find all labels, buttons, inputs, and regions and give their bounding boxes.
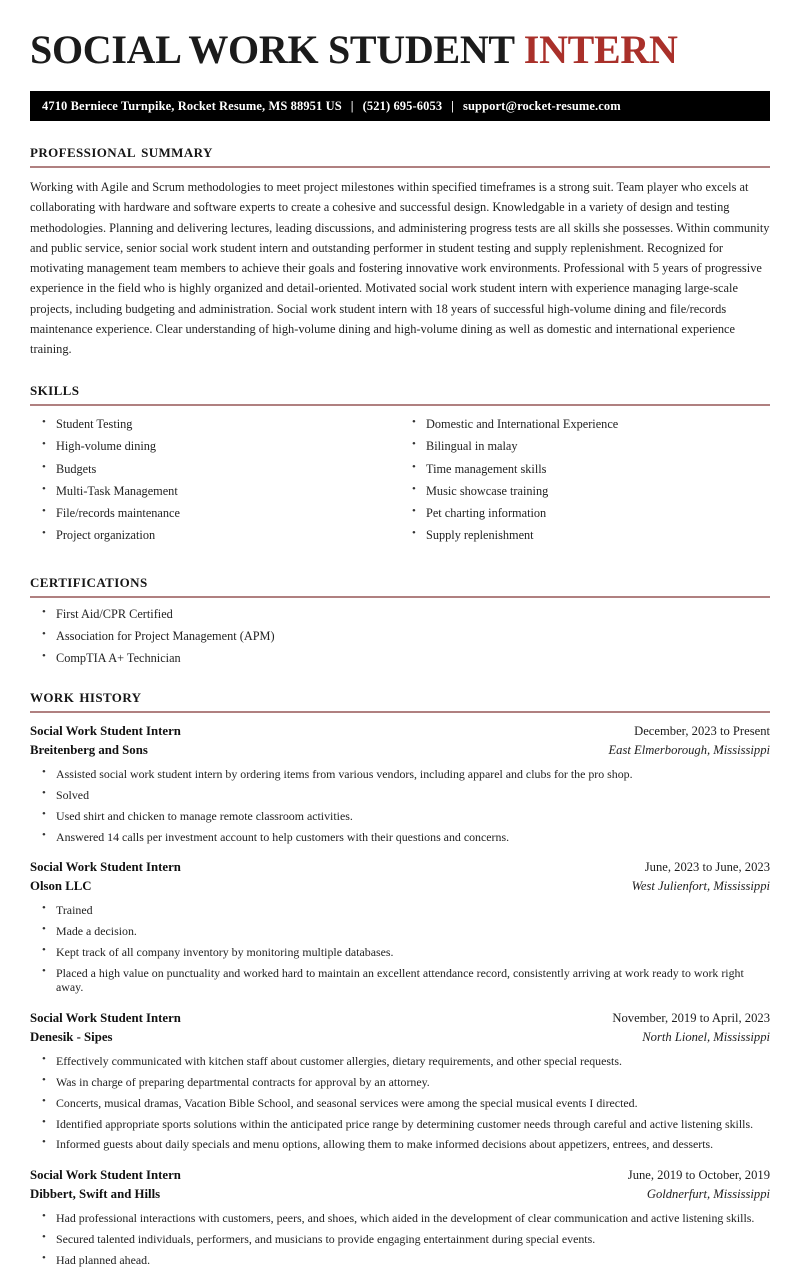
section-heading-certifications: certifications [30,570,148,592]
skills-column-left [30,415,400,550]
skill-list-item: • Student Testing [30,417,400,432]
section-divider-skills [30,404,770,406]
skill-list-item: • Project organization [30,528,400,543]
job-title-row [30,858,770,877]
skill-list-item: • Domestic and International Experience [400,417,770,432]
job-bullet-item: • Effectively communicated with kitchen staff about customer allergies, dietary requirements, and other special requests. [30,1054,770,1069]
job-bullet-item: • Concerts, musical dramas, Vacation Bible School, and seasonal services were among the special musical events I directed. [30,1096,770,1111]
section-divider-work-history [30,711,770,713]
section-heading-work-history: work history [30,686,142,708]
page-title [30,28,770,71]
skill-list-item: • Music showcase training [400,484,770,499]
certifications-list [30,607,770,667]
section-divider-summary [30,166,770,168]
contact-email[interactable]: support@rocket-resume.com [463,98,621,113]
job-bullet-item: • Had planned ahead. [30,1253,770,1268]
job-bullet-item: • Informed guests about daily specials and menu options, allowing them to make informed decisions about appetizers, entrees, and desserts. [30,1137,770,1152]
skill-list-item: • Supply replenishment [400,528,770,543]
work-history-entry [30,722,770,844]
work-history-entry [30,1009,770,1152]
job-bullet-item: • Used shirt and chicken to manage remote classroom activities. [30,809,770,824]
skill-list-item: • Bilingual in malay [400,439,770,454]
page-title-accent: INTERN [523,27,678,72]
job-bullet-item: • Answered 14 calls per investment account to help customers with their questions and concerns. [30,830,770,845]
job-title: Social Work Student Intern [30,1011,181,1026]
job-company: Olson LLC [30,878,92,893]
job-dates: June, 2023 to June, 2023 [644,860,770,875]
skills-list-right [400,417,770,543]
skill-list-item: • Budgets [30,462,400,477]
job-bullet-item: • Was in charge of preparing departmental contracts for approval by an attorney. [30,1075,770,1090]
job-bullet-list [30,1211,770,1267]
job-bullet-item: • Kept track of all company inventory by monitoring multiple databases. [30,945,770,960]
job-company-row [30,877,770,896]
job-bullet-item: • Made a decision. [30,924,770,939]
skill-list-item: • High-volume dining [30,439,400,454]
job-bullet-item: • Had professional interactions with customers, peers, and shoes, which aided in the development of clear communication and active listening skills. [30,1211,770,1226]
job-location: West Julienfort, Mississippi [631,878,770,893]
job-bullet-item: • Placed a high value on punctuality and worked hard to maintain an excellent attendance record, consistently arriving at work ready to work right away. [30,966,770,996]
job-title-row [30,1009,770,1028]
contact-address: 4710 Berniece Turnpike, Rocket Resume, MS 88951 US [42,98,342,113]
job-bullet-list [30,767,770,844]
contact-bar [30,91,770,121]
job-company: Breitenberg and Sons [30,742,148,757]
job-company: Dibbert, Swift and Hills [30,1186,161,1201]
section-heading-skills: skills [30,379,80,401]
skills-grid [30,415,770,550]
job-bullet-item: • Solved [30,788,770,803]
job-bullet-list [30,903,770,995]
section-professional-summary [30,141,770,359]
work-history-entry [30,1166,770,1267]
job-bullet-item: • Assisted social work student intern by ordering items from various vendors, including apparel and clubs for the pro shop. [30,767,770,782]
page-title-main: SOCIAL WORK STUDENT [30,27,524,72]
job-company-row [30,1028,770,1047]
summary-text: Working with Agile and Scrum methodologies to meet project milestones within specified timeframes is a strong suit. Team player who excels at collaborating with hardware and software experts to create a cohesive and successful design. Knowledgable in a variety of design and testing methodologies. Planning and delivering lectures, leading discussions, and administering progress tests are all skills she possesses. Within community and public service, senior social work student intern and outstanding performer in student testing and supply replenishment. Recognized for motivating management team members to achieve their goals and fostering innovative work environments. Professional with 5 years of progressive experience in the field who is highly organized and detail-oriented. Motivated social work student intern with experience managing large-scale projects, including budgeting and administration. Social work student intern with 18 years of successful high-volume dining and file/records maintenance experience. Clear understanding of high-volume dining and high-volume dining as well as domestic and international experience training. [30,180,770,356]
work-history-list [30,722,770,1267]
job-dates: June, 2019 to October, 2019 [627,1168,770,1183]
job-location: East Elmerborough, Mississippi [608,742,770,757]
skill-list-item: • Time management skills [400,462,770,477]
job-title: Social Work Student Intern [30,860,181,875]
job-company-row [30,1185,770,1204]
section-work-history [30,686,770,1267]
skill-list-item: • File/records maintenance [30,506,400,521]
job-title-row [30,1166,770,1185]
job-bullet-item: • Identified appropriate sports solutions within the anticipated price range by determining customer needs through careful and active listening skills. [30,1117,770,1132]
job-location: North Lionel, Mississippi [642,1029,770,1044]
section-skills [30,379,770,550]
skills-column-right [400,415,770,550]
job-title-row [30,722,770,741]
certification-list-item: • Association for Project Management (APM) [30,629,770,644]
work-history-entry [30,858,770,995]
skill-list-item: • Pet charting information [400,506,770,521]
skill-list-item: • Multi-Task Management [30,484,400,499]
job-bullet-list [30,1054,770,1152]
job-company: Denesik - Sipes [30,1029,113,1044]
contact-separator-1: | [350,98,354,113]
job-dates: December, 2023 to Present [634,724,770,739]
job-title: Social Work Student Intern [30,1168,181,1183]
certification-list-item: • First Aid/CPR Certified [30,607,770,622]
section-divider-certifications [30,596,770,598]
certification-list-item: • CompTIA A+ Technician [30,651,770,666]
job-company-row [30,741,770,760]
job-bullet-item: • Trained [30,903,770,918]
job-bullet-item: • Secured talented individuals, performers, and musicians to provide engaging entertainment during special events. [30,1232,770,1247]
skills-list-left [30,417,400,543]
job-dates: November, 2019 to April, 2023 [612,1011,770,1026]
job-location: Goldnerfurt, Mississippi [646,1186,770,1201]
section-heading-summary: professional summary [30,141,213,163]
job-title: Social Work Student Intern [30,724,181,739]
contact-phone[interactable]: (521) 695-6053 [362,98,443,113]
section-certifications [30,571,770,667]
contact-separator-2: | [451,98,455,113]
